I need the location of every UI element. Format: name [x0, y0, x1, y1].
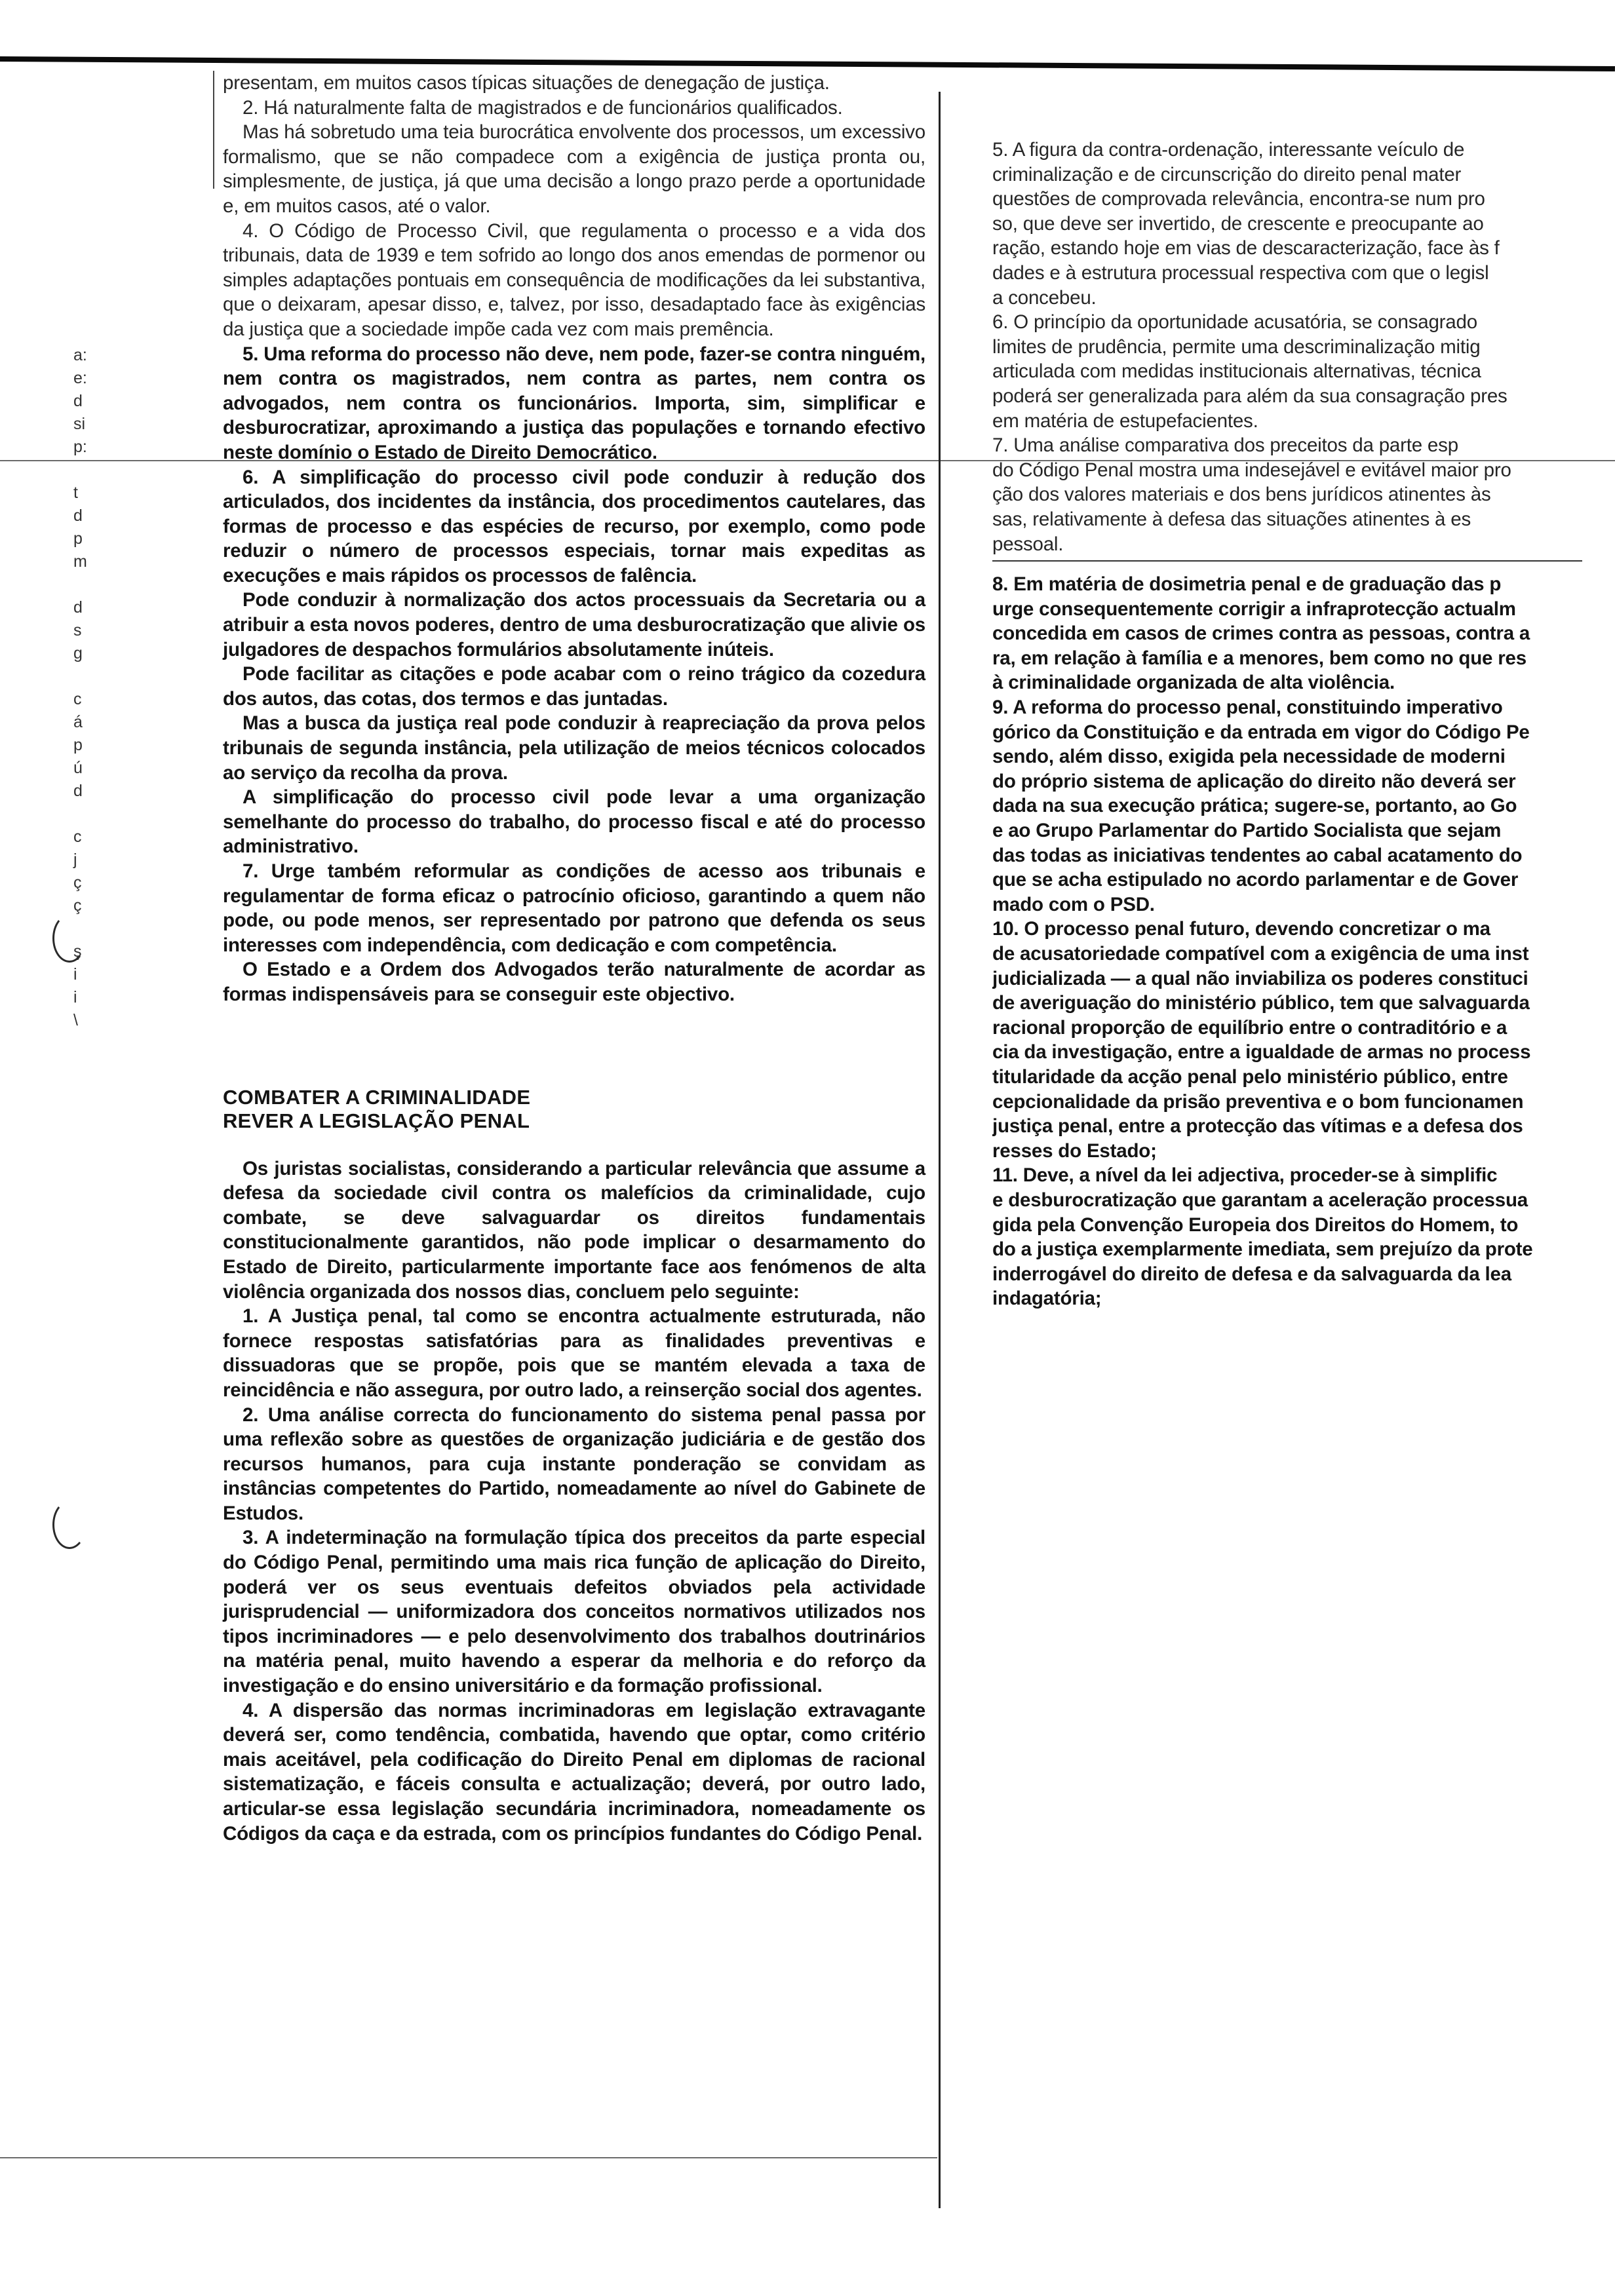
- text-line: e desburocratização que garantam a aceleração processua: [992, 1189, 1528, 1211]
- text-line: indagatória;: [992, 1288, 1102, 1310]
- margin-fragment: s: [73, 621, 82, 640]
- section-paragraphs: [223, 1157, 925, 1846]
- paragraph: 4. O Código de Processo Civil, que regulamenta o processo e a vida dos tribunais, data de 1939 e tem sofrido ao longo dos anos emendas de pormenor ou simples adaptações pontuais em consequência de modificações da lei substantiva, que o deixaram, apesar disso, e, talvez, por isso, desadaptado face às exigências da justiça que a sociedade impõe cada vez com mais premência.: [223, 220, 925, 340]
- text-line: so, que deve ser invertido, de crescente e preocupante ao: [992, 212, 1484, 235]
- paragraph: Pode conduzir à normalização dos actos processuais da Secretaria ou a atribuir a esta novos poderes, dentro de uma desburocratização que alivie os julgadores de despachos formulários absolutamente inúteis.: [223, 589, 925, 660]
- text-line: de averiguação do ministério público, tem que salvaguarda: [992, 992, 1530, 1014]
- margin-fragment: a:: [73, 346, 87, 364]
- text-line: ração, estando hoje em vias de descaracterização, face às f: [992, 237, 1500, 259]
- margin-fragment: e:: [73, 369, 87, 387]
- text-line: 8. Em matéria de dosimetria penal e de graduação das p: [992, 573, 1502, 596]
- paragraph: O Estado e a Ordem dos Advogados terão naturalmente de acordar as formas indispensáveis para se conseguir este objectivo.: [223, 959, 925, 1005]
- text-line: resses do Estado;: [992, 1139, 1157, 1162]
- margin-fragment: i: [73, 988, 77, 1006]
- margin-fragment: [73, 573, 126, 596]
- margin-fragment: p: [73, 529, 83, 548]
- margin-fragment: c: [73, 690, 82, 708]
- punch-hole-mark: [52, 914, 87, 963]
- margin-fragment: i: [73, 965, 77, 984]
- paragraph: 7. Urge também reformular as condições de acesso aos tribunais e regulamentar de forma eficaz o patrocínio oficioso, garantindo a quem não pode, ou pode menos, ser representado por patrono que defenda os seus interesses com independência, com dedicação e com competência.: [223, 860, 925, 956]
- text-line: concedida em casos de crimes contra as pessoas, contra a: [992, 622, 1530, 645]
- paragraph: 1. A Justiça penal, tal como se encontra actualmente estruturada, não fornece respostas satisfatórias para as finalidades preventivas e dissuadoras que se propõe, pois que se mantém elevada a taxa de reincidência e não assegura, por outro lado, a reinserção social dos agentes.: [223, 1305, 925, 1401]
- margin-fragment: ş: [73, 942, 82, 961]
- text-line: que se acha estipulado no acordo parlamentar e de Gover: [992, 869, 1519, 891]
- paragraph: 5. Uma reforma do processo não deve, nem pode, fazer-se contra ninguém, nem contra os magistrados, nem contra as partes, nem contra os advogados, nem contra os funcionários. Importa, sim, simplificar e desburocratizar, aproximando a justiça das populações e tornando efectivo neste domínio o Estado de Direito Democrático.: [223, 343, 925, 463]
- text-line: das todas as iniciativas tendentes ao cabal acatamento do: [992, 844, 1523, 866]
- text-line: 9. A reforma do processo penal, constituindo imperativo: [992, 697, 1503, 719]
- margin-fragment: [73, 459, 126, 482]
- margin-fragment: d: [73, 392, 83, 410]
- paragraph: A simplificação do processo civil pode levar a uma organização semelhante do processo do trabalho, do processo fiscal e até do processo administrativo.: [223, 786, 925, 858]
- margin-fragment: g: [73, 644, 83, 662]
- margin-fragment: [73, 803, 126, 826]
- paragraph: presentam, em muitos casos típicas situações de denegação de justiça.: [223, 72, 830, 94]
- right-column-divider: [992, 560, 1582, 565]
- text-line: ção dos valores materiais e dos bens jurídicos atinentes às: [992, 484, 1491, 506]
- paragraph: Os juristas socialistas, considerando a particular relevância que assume a defesa da sociedade civil contra os malefícios da criminalidade, cujo combate, se deve salvaguardar os direitos fundamentais constitucionalmente garantidos, não pode implicar o desarmamento do Estado de Direito, particularmente importante face aos fenómenos de alta violência organizada dos nossos dias, concluem pelo seguinte:: [223, 1157, 925, 1303]
- text-line: titularidade da acção penal pelo ministério público, entre: [992, 1065, 1508, 1088]
- paragraph: Mas há sobretudo uma teia burocrática envolvente dos processos, um excessivo formalismo, que se não compadece com a exigência de justiça pronta ou, simplesmente, de justiça, já que uma decisão a longo prazo perde a oportunidade e, em muitos casos, até o valor.: [223, 121, 925, 217]
- text-line: limites de prudência, permite uma descriminalização mitig: [992, 335, 1481, 358]
- text-line: cepcionalidade da prisão preventiva e o bom funcionamen: [992, 1090, 1524, 1113]
- margin-fragment: ç: [73, 873, 82, 892]
- text-line: racional proporção de equilíbrio entre o contraditório e a: [992, 1016, 1508, 1039]
- text-line: dada na sua execução prática; sugere-se, portanto, ao Go: [992, 795, 1517, 817]
- top-black-rule: [0, 56, 1615, 71]
- text-line: a concebeu.: [992, 286, 1097, 309]
- margin-fragment: \: [73, 1011, 78, 1029]
- text-line: do próprio sistema de aplicação do direito não deverá ser: [992, 770, 1516, 792]
- margin-fragment: j: [73, 851, 77, 869]
- paragraph: 6. A simplificação do processo civil pode conduzir à redução dos articulados, dos incidentes da instância, dos procedimentos cautelares, das formas de processo e das espécies de recurso, por exemplo, como pode reduzir o número de processos especiais, tornar mais expeditas as execuções e mais rápidos os processos de falência.: [223, 466, 925, 586]
- paragraph: Mas a busca da justiça real pode conduzir à reapreciação da prova pelos tribunais de segunda instância, pela utilização de meios técnicos colocados ao serviço da recolha da prova.: [223, 712, 925, 784]
- text-line: inderrogável do direito de defesa e da salvaguarda da lea: [992, 1263, 1511, 1285]
- text-line: sas, relativamente à defesa das situações atinentes à es: [992, 508, 1471, 530]
- right-column-light-text: [992, 138, 1615, 556]
- text-line: pessoal.: [992, 533, 1064, 555]
- text-line: 5. A figura da contra-ordenação, interessante veículo de: [992, 139, 1465, 161]
- text-line: ra, em relação à família e a menores, bem como no que res: [992, 647, 1527, 669]
- paragraph: Pode facilitar as citações e pode acabar com o reino trágico da cozedura dos autos, das cotas, dos termos e das juntadas.: [223, 663, 925, 710]
- text-line: do Código Penal mostra uma indesejável e evitável maior pro: [992, 459, 1511, 481]
- text-line: 11. Deve, a nível da lei adjectiva, proceder-se à simplific: [992, 1164, 1498, 1187]
- left-column: [223, 71, 925, 1846]
- text-line: sendo, além disso, exigida pela necessidade de moderni: [992, 746, 1506, 768]
- text-line: de acusatoriedade compatível com a exigência de uma inst: [992, 943, 1529, 965]
- margin-edge-mark: [213, 71, 214, 189]
- margin-fragment: p:: [73, 438, 87, 456]
- right-column: [992, 138, 1615, 1311]
- text-line: judicializada — a qual não inviabiliza os poderes constituci: [992, 967, 1528, 989]
- text-line: à criminalidade organizada de alta violência.: [992, 672, 1395, 694]
- margin-fragment: si: [73, 415, 86, 433]
- text-line: poderá ser generalizada para além da sua consagração pres: [992, 385, 1508, 407]
- margin-fragment: c: [73, 828, 82, 846]
- text-line: gida pela Convenção Europeia dos Direitos do Homem, to: [992, 1214, 1519, 1236]
- intro-paragraphs: [223, 71, 925, 342]
- text-line: articulada com medidas institucionais alternativas, técnica: [992, 360, 1481, 383]
- margin-fragment: d: [73, 507, 83, 525]
- margin-fragment: t: [73, 484, 78, 502]
- section-heading-line: COMBATER A CRIMINALIDADE: [223, 1085, 531, 1109]
- paragraph: 2. Uma análise correcta do funcionamento do sistema penal passa por uma reflexão sobre as questões de organização judiciária e de gestão dos recursos humanos, para cuja instante ponderação se convidam as instâncias competentes do Partido, nomeadamente ao nível do Gabinete de Estudos.: [223, 1404, 925, 1524]
- body-paragraphs: [223, 342, 925, 1007]
- margin-fragment: ú: [73, 759, 83, 777]
- margin-fragment: m: [73, 552, 87, 571]
- fold-line: [0, 2157, 937, 2158]
- column-divider: [939, 92, 941, 2208]
- paragraph: 4. A dispersão das normas incriminadoras em legislação extravagante deverá ser, como tendência, combatida, havendo que optar, como critério mais aceitável, pela codificação do Direito Penal em diplomas de racional sistematização, e fáceis consulta e actualização; deverá, por outro lado, articular-se essa legislação secundária incriminadora, nomeadamente os Códigos da caça e da estrada, com os princípios fundantes do Código Penal.: [223, 1699, 925, 1845]
- text-line: criminalização e de circunscrição do direito penal mater: [992, 163, 1462, 185]
- text-line: 10. O processo penal futuro, devendo concretizar o ma: [992, 918, 1490, 940]
- text-line: e ao Grupo Parlamentar do Partido Socialista que sejam: [992, 820, 1502, 842]
- text-line: do a justiça exemplarmente imediata, sem prejuízo da prote: [992, 1238, 1533, 1261]
- text-line: em matéria de estupefacientes.: [992, 410, 1258, 432]
- paragraph: 3. A indeterminação na formulação típica dos preceitos da parte especial do Código Penal, permitindo uma mais rica função de aplicação do Direito, poderá ver os seus eventuais defeitos obviados pela actividade jurisprudencial — uniformizadora dos conceitos normativos utilizados nos tipos incriminadores — e pelo desenvolvimento dos trabalhos doutrinários na matéria penal, muito havendo a esperar da melhoria e do reforço da investigação e do ensino universitário e da formação profissional.: [223, 1527, 925, 1697]
- punch-hole-mark: [52, 1501, 87, 1549]
- text-line: 7. Uma análise comparativa dos preceitos da parte esp: [992, 434, 1458, 457]
- text-line: cia da investigação, entre a igualdade de armas no process: [992, 1041, 1531, 1063]
- text-line: urge consequentemente corrigir a infraprotecção actualm: [992, 598, 1516, 620]
- text-line: justiça penal, entre a protecção das vítimas e a defesa dos: [992, 1115, 1523, 1138]
- margin-fragment: d: [73, 782, 83, 800]
- margin-fragment: d: [73, 598, 83, 617]
- paragraph: 2. Há naturalmente falta de magistrados e de funcionários qualificados.: [243, 96, 843, 119]
- margin-fragment: [73, 665, 126, 688]
- text-line: mado com o PSD.: [992, 893, 1155, 915]
- margin-fragment: p: [73, 736, 83, 754]
- margin-fragment: á: [73, 713, 83, 731]
- text-line: 6. O princípio da oportunidade acusatória, se consagrado: [992, 311, 1477, 334]
- section-heading: [223, 1086, 925, 1133]
- text-line: questões de comprovada relevância, encontra-se num pro: [992, 188, 1485, 210]
- margin-fragment: ç: [73, 896, 82, 915]
- section-heading-line: REVER A LEGISLAÇÃO PENAL: [223, 1109, 530, 1132]
- text-line: górico da Constituição e da entrada em vigor do Código Pe: [992, 721, 1530, 743]
- right-column-bold-text: [992, 572, 1615, 1311]
- text-line: dades e à estrutura processual respectiva com que o legisl: [992, 261, 1489, 284]
